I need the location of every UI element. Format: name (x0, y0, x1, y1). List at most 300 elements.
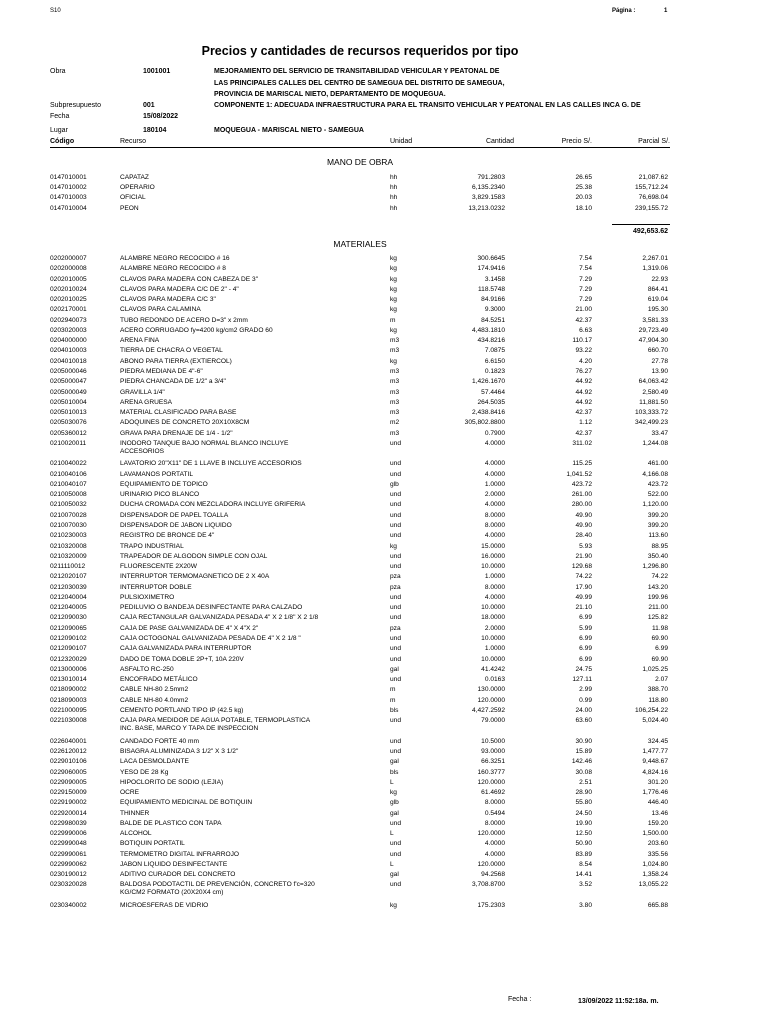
resource-desc: URINARIO PICO BLANCO (120, 491, 200, 499)
resource-price: 49.99 (575, 593, 592, 601)
resource-price: 28.90 (575, 789, 592, 797)
resource-partial: 199.96 (647, 593, 668, 601)
table-row (0, 295, 768, 304)
resource-desc: REGISTRO DE BRONCE DE 4" (120, 532, 215, 540)
table-row (0, 613, 768, 622)
resource-qty: 84.5251 (481, 316, 505, 324)
table-row (0, 798, 768, 807)
table-row (0, 183, 768, 192)
resource-qty: 7.0875 (484, 347, 505, 355)
resource-price: 21.90 (575, 552, 592, 560)
resource-code: 0212030039 (50, 583, 87, 591)
resource-unit: bls (390, 706, 399, 714)
resource-qty: 10.5000 (481, 737, 505, 745)
lugar-desc: MOQUEGUA - MARISCAL NIETO - SAMEGUA (214, 127, 364, 134)
lugar-code: 180104 (143, 127, 167, 134)
resource-unit: kg (390, 902, 397, 909)
table-row (0, 809, 768, 818)
resource-desc: DISPENSADOR DE PAPEL TOALLA (120, 511, 229, 519)
resource-desc: INTERRUPTOR TERMOMAGNETICO DE 2 X 40A (120, 573, 270, 581)
resource-partial: 211.00 (648, 604, 668, 612)
resource-code: 0229150009 (50, 789, 87, 797)
table-row (0, 624, 768, 633)
table-row (0, 305, 768, 314)
resource-unit: pza (390, 583, 401, 591)
resource-price: 2.51 (579, 778, 592, 786)
table-row (0, 377, 768, 386)
table-row (0, 706, 768, 715)
resource-code: 0204010003 (50, 347, 87, 355)
resource-code: 0210070028 (50, 511, 87, 519)
resource-price: 49.90 (575, 511, 592, 519)
resource-desc: TRAPO INDUSTRIAL (120, 542, 184, 550)
resource-partial: 864.41 (647, 285, 668, 293)
resource-code: 0229990061 (50, 850, 87, 858)
resource-desc: ACERO CORRUGADO fy=4200 kg/cm2 GRADO 60 (120, 326, 273, 334)
resource-partial: 33.47 (651, 429, 668, 437)
table-row (0, 839, 768, 848)
resource-unit: und (390, 491, 402, 499)
resource-code: 0205000047 (50, 378, 87, 386)
resource-unit: kg (390, 789, 397, 797)
table-row (0, 552, 768, 561)
resource-unit: und (390, 614, 402, 622)
resource-price: 423.72 (571, 480, 592, 488)
resource-qty: 6,135.2340 (471, 184, 505, 192)
resource-qty: 175.2303 (477, 902, 505, 909)
resource-desc: THINNER (120, 809, 150, 817)
resource-qty: 160.3777 (477, 768, 505, 776)
resource-price: 6.99 (579, 614, 592, 622)
resource-price: 49.90 (575, 522, 592, 530)
table-row (0, 644, 768, 653)
resource-price: 30.90 (575, 737, 592, 745)
resource-qty: 4.0000 (484, 593, 505, 601)
resource-unit: m3 (390, 398, 400, 406)
resource-qty: 66.3251 (481, 758, 505, 766)
resource-qty: 0.0163 (484, 676, 505, 684)
resource-desc: JABON LIQUIDO DESINFECTANTE (120, 860, 228, 868)
resource-unit: kg (390, 306, 397, 314)
resource-desc: HIPOCLORITO DE SODIO (LEJIA) (120, 778, 224, 786)
resource-price: 42.37 (575, 429, 592, 437)
resource-desc: INTERRUPTOR DOBLE (120, 583, 192, 591)
resource-price: 127.11 (572, 676, 592, 684)
resource-qty: 10.0000 (481, 604, 505, 612)
mano-de-obra-total-line (612, 224, 670, 225)
resource-unit: und (390, 676, 402, 684)
resource-qty: 10.0000 (481, 634, 505, 642)
resource-qty: 118.5748 (477, 285, 505, 293)
resource-partial: 4,824.16 (642, 768, 668, 776)
resource-unit: kg (390, 326, 397, 334)
table-row (0, 326, 768, 335)
resource-unit: und (390, 717, 402, 725)
table-row (0, 204, 768, 213)
resource-qty: 1.0000 (484, 480, 505, 488)
header-divider (50, 147, 670, 148)
resource-code: 0229990048 (50, 840, 87, 848)
resource-unit: kg (390, 255, 397, 262)
resource-desc: PIEDRA CHANCADA DE 1/2" a 3/4" (120, 378, 226, 386)
resource-partial: 88.95 (651, 542, 668, 550)
resource-qty: 3,829.1583 (471, 194, 505, 202)
resource-partial: 203.60 (647, 840, 668, 848)
resource-unit: m3 (390, 429, 400, 437)
resource-desc: ASFALTO RC-250 (120, 665, 174, 673)
resource-partial: 64,063.42 (638, 378, 668, 386)
col-header-code: Código (50, 138, 75, 145)
resource-price: 8.54 (579, 860, 592, 868)
resource-unit: und (390, 747, 402, 755)
resource-desc: PIEDRA MEDIANA DE 4"-6" (120, 367, 203, 375)
resource-unit: m (390, 316, 396, 324)
resource-unit: und (390, 470, 402, 478)
obra-desc-2: LAS PRINCIPALES CALLES DEL CENTRO DE SAMEGUA DEL DISTRITO DE SAMEGUA, (214, 80, 505, 87)
resource-code: 0210070030 (50, 522, 87, 530)
table-row (0, 768, 768, 777)
resource-price: 129.68 (571, 563, 592, 571)
resource-partial: 5,024.40 (642, 717, 668, 725)
resource-unit: und (390, 604, 402, 612)
resource-unit: gal (390, 665, 399, 673)
resource-desc: ADITIVO CURADOR DEL CONCRETO (120, 871, 236, 879)
resource-qty: 4.0000 (484, 470, 505, 478)
resource-code: 0202000008 (50, 265, 87, 273)
resource-partial: 21,087.62 (638, 174, 668, 181)
resource-price: 110.17 (572, 337, 592, 345)
resource-qty: 120.0000 (477, 830, 505, 838)
resource-partial: 29,723.49 (638, 326, 668, 334)
resource-code: 0229060005 (50, 768, 87, 776)
resource-price: 14.41 (575, 871, 592, 879)
resource-qty: 79.0000 (481, 717, 505, 725)
resource-unit: pza (390, 624, 401, 632)
resource-code: 0230190012 (50, 871, 87, 879)
resource-unit: gal (390, 809, 399, 817)
resource-qty: 120.0000 (477, 696, 505, 704)
resource-partial: 69.90 (651, 655, 668, 663)
col-header-partial: Parcial S/. (638, 138, 670, 145)
resource-unit: kg (390, 542, 397, 550)
table-row (0, 583, 768, 592)
resource-desc-cont: ACCESORIOS (120, 447, 164, 455)
table-row (0, 737, 768, 746)
resource-desc: DADO DE TOMA DOBLE 2P+T, 10A 220V (120, 655, 244, 663)
resource-price: 4.20 (579, 357, 592, 365)
resource-price: 24.00 (575, 706, 592, 714)
resource-desc: PULSIOXIMETRO (120, 593, 175, 601)
resource-partial: 660.70 (647, 347, 668, 355)
resource-code: 0210020011 (50, 439, 87, 447)
resource-price: 6.63 (579, 326, 592, 334)
resource-partial: 1,776.46 (642, 789, 668, 797)
resource-desc: ABONO PARA TIERRA (EXTIERCOL) (120, 357, 232, 365)
resource-code: 0229990006 (50, 830, 87, 838)
resource-desc: OPERARIO (120, 184, 155, 192)
col-header-resource: Recurso (120, 138, 147, 145)
fecha-value: 15/08/2022 (143, 113, 179, 120)
resource-code: 0205000049 (50, 388, 87, 396)
resource-unit: bls (390, 768, 399, 776)
table-row (0, 511, 768, 520)
resource-price: 50.90 (575, 840, 592, 848)
resource-qty: 1,426.1670 (471, 378, 505, 386)
resource-desc: LAVAMANOS PORTATIL (120, 470, 194, 478)
table-row (0, 336, 768, 345)
resource-unit: und (390, 850, 402, 858)
resource-unit: m (390, 686, 396, 694)
resource-partial: 1,296.80 (642, 563, 668, 571)
resource-partial: 335.56 (647, 850, 668, 858)
resource-qty: 120.0000 (477, 778, 505, 786)
mano-de-obra-total: 492,653.62 (632, 228, 668, 235)
resource-qty: 41.4242 (481, 665, 505, 673)
table-row (0, 357, 768, 366)
resource-desc: PEDILUVIO O BANDEJA DESINFECTANTE PARA CALZADO (120, 604, 303, 612)
resource-unit: m3 (390, 409, 400, 417)
resource-qty: 434.8216 (477, 337, 505, 345)
table-row (0, 316, 768, 325)
resource-partial: 461.00 (647, 460, 668, 468)
resource-qty: 3.1458 (484, 275, 505, 283)
resource-qty: 93.0000 (481, 747, 505, 755)
resource-desc: INODORO TANQUE BAJO NORMAL BLANCO INCLUYE (120, 439, 289, 447)
resource-unit: und (390, 645, 402, 653)
resource-desc: CLAVOS PARA MADERA C/C 3" (120, 296, 216, 304)
resource-price: 42.37 (575, 316, 592, 324)
resource-price: 280.00 (571, 501, 592, 509)
resource-desc: BALDOSA PODOTACTIL DE PREVENCIÓN, CONCRETO f'c=320 (120, 881, 315, 889)
table-row (0, 418, 768, 427)
table-row (0, 264, 768, 273)
resource-partial: 2,580.49 (642, 388, 668, 396)
resource-partial: 2.07 (655, 676, 668, 684)
resource-code: 0147010001 (50, 174, 87, 181)
resource-code: 0210040106 (50, 470, 87, 478)
resource-qty: 2.0000 (484, 491, 505, 499)
resource-code: 0205010013 (50, 409, 87, 417)
resource-code: 0210050008 (50, 491, 87, 499)
resource-partial: 239,155.72 (634, 204, 668, 212)
resource-price: 3.80 (579, 902, 592, 909)
resource-unit: kg (390, 357, 397, 365)
resource-qty: 4.0000 (484, 532, 505, 540)
col-header-qty: Cantidad (485, 138, 514, 145)
table-row (0, 685, 768, 694)
resource-unit: und (390, 634, 402, 642)
table-row (0, 398, 768, 407)
resource-unit: glb (390, 799, 399, 807)
resource-code: 0205000046 (50, 367, 87, 375)
resource-partial: 1,477.77 (642, 747, 668, 755)
resource-qty: 61.4692 (481, 789, 505, 797)
resource-code: 0212090065 (50, 624, 87, 632)
resource-desc: TERMOMETRO DIGITAL INFRARROJO (120, 850, 240, 858)
section-title-materiales: MATERIALES (333, 239, 387, 249)
table-row (0, 367, 768, 376)
resource-partial: 118.80 (648, 696, 668, 704)
resource-price: 7.29 (579, 296, 592, 304)
table-row (0, 716, 768, 733)
resource-desc: CAJA OCTOGONAL GALVANIZADA PESADA DE 4" X 2 1/8 " (120, 634, 301, 642)
table-row (0, 531, 768, 540)
resource-qty: 0.5494 (484, 809, 505, 817)
resource-qty: 10.0000 (481, 563, 505, 571)
resource-partial: 76,698.04 (638, 194, 668, 202)
resource-desc: BALDE DE PLASTICO CON TAPA (120, 819, 222, 827)
resource-code: 0226120012 (50, 747, 87, 755)
resource-unit: m3 (390, 367, 400, 375)
resource-desc: OFICIAL (120, 194, 146, 202)
subpresupuesto-desc: COMPONENTE 1: ADECUADA INFRAESTRUCTURA PARA EL TRANSITO VEHICULAR Y PEATONAL EN LAS CALLES INCA G. DE (214, 102, 641, 109)
table-row (0, 346, 768, 355)
resource-unit: und (390, 881, 402, 889)
resource-partial: 13.90 (651, 367, 668, 375)
resource-qty: 84.9166 (481, 296, 505, 304)
table-row (0, 757, 768, 766)
resource-qty: 16.0000 (481, 552, 505, 560)
table-row (0, 521, 768, 530)
resource-code: 0212020107 (50, 573, 87, 581)
table-row (0, 850, 768, 859)
resource-code: 0229990062 (50, 860, 87, 868)
resource-partial: 6.99 (655, 645, 668, 653)
resource-code: 0230340002 (50, 902, 87, 909)
page-number: 1 (664, 8, 668, 14)
resource-qty: 4.0000 (484, 501, 505, 509)
table-row (0, 500, 768, 509)
resource-price: 142.46 (571, 758, 592, 766)
section-title-mano-de-obra: MANO DE OBRA (326, 157, 394, 167)
resource-code: 0212040004 (50, 593, 87, 601)
table-row (0, 254, 768, 263)
resource-code: 0226040001 (50, 737, 87, 745)
resource-partial: 2,267.01 (642, 255, 668, 262)
resource-partial: 388.70 (647, 686, 668, 694)
resource-desc: CEMENTO PORTLAND TIPO IP (42.5 kg) (120, 706, 244, 714)
table-row (0, 747, 768, 756)
resource-qty: 4.0000 (484, 460, 505, 468)
resource-partial: 1,024.80 (642, 860, 668, 868)
report-title: Precios y cantidades de recursos requeridos por tipo (201, 44, 519, 58)
resource-unit: gal (390, 871, 399, 879)
resource-partial: 13,055.22 (638, 881, 668, 889)
resource-code: 0205010004 (50, 398, 87, 406)
resource-price: 55.80 (575, 799, 592, 807)
resource-code: 0210230003 (50, 532, 87, 540)
resource-price: 7.29 (579, 285, 592, 293)
resource-qty: 3,708.8700 (471, 881, 505, 889)
resource-partial: 125.82 (647, 614, 668, 622)
resource-code: 0218090003 (50, 696, 87, 704)
table-row (0, 819, 768, 828)
resource-code: 0210040107 (50, 480, 87, 488)
resource-unit: m3 (390, 388, 400, 396)
resource-code: 0147010003 (50, 194, 87, 202)
obra-desc-3: PROVINCIA DE MARISCAL NIETO, DEPARTAMENTO DE MOQUEGUA. (214, 91, 446, 98)
resource-qty: 8.0000 (484, 583, 505, 591)
subpresupuesto-label: Subpresupuesto (50, 102, 101, 109)
resource-price: 311.02 (572, 439, 592, 447)
resource-partial: 9,448.67 (642, 758, 668, 766)
resource-code: 0210040022 (50, 460, 87, 468)
resource-qty: 4.0000 (484, 850, 505, 858)
resource-price: 26.65 (575, 174, 592, 181)
resource-unit: m (390, 696, 396, 704)
resource-qty: 8.0000 (484, 799, 505, 807)
resource-qty: 2,438.8416 (471, 409, 505, 417)
resource-price: 17.90 (575, 583, 592, 591)
resource-partial: 446.40 (647, 799, 668, 807)
resource-price: 6.99 (579, 645, 592, 653)
resource-desc: BOTIQUIN PORTATIL (120, 840, 185, 848)
resource-partial: 324.45 (647, 737, 668, 745)
resource-partial: 106,254.22 (634, 706, 668, 714)
resource-unit: hh (390, 174, 398, 181)
resource-unit: und (390, 552, 402, 560)
resource-partial: 1,358.24 (642, 871, 668, 879)
table-row (0, 901, 768, 910)
table-row (0, 285, 768, 294)
table-row (0, 829, 768, 838)
table-row (0, 542, 768, 551)
resource-desc: ADOQUINES DE CONCRETO 20X10X8CM (120, 419, 250, 427)
resource-price: 76.27 (575, 367, 592, 375)
table-row (0, 788, 768, 797)
resource-partial: 4,166.08 (642, 470, 668, 478)
resource-partial: 113.60 (648, 532, 668, 540)
resource-code: 0213000006 (50, 665, 87, 673)
col-header-unit: Unidad (390, 138, 413, 145)
resource-price: 261.00 (571, 491, 592, 499)
report-code: S10 (50, 8, 61, 14)
table-row (0, 173, 768, 182)
resource-partial: 399.20 (647, 511, 668, 519)
resource-code: 0147010004 (50, 204, 87, 212)
table-row (0, 193, 768, 202)
resource-price: 7.29 (579, 275, 592, 283)
resource-price: 1.12 (579, 419, 592, 427)
resource-partial: 155,712.24 (634, 184, 668, 192)
resource-code: 0229010106 (50, 758, 87, 766)
resource-desc: TIERRA DE CHACRA O VEGETAL (120, 347, 223, 355)
resource-price: 44.92 (575, 378, 592, 386)
subpresupuesto-code: 001 (143, 102, 155, 109)
resource-desc: CLAVOS PARA MADERA C/C DE 2" - 4" (120, 285, 239, 293)
resource-qty: 174.9416 (477, 265, 505, 273)
resource-qty: 0.7900 (484, 429, 505, 437)
table-row (0, 665, 768, 674)
table-row (0, 480, 768, 489)
resource-desc: GRAVA PARA DRENAJE DE 1/4 - 1/2" (120, 429, 233, 437)
resource-unit: und (390, 532, 402, 540)
resource-unit: und (390, 522, 402, 530)
resource-price: 6.99 (579, 655, 592, 663)
resource-unit: m2 (390, 419, 400, 427)
resource-price: 12.50 (575, 830, 592, 838)
resource-qty: 120.0000 (477, 860, 505, 868)
resource-partial: 522.00 (647, 491, 668, 499)
resource-code: 0204010018 (50, 357, 87, 365)
table-row (0, 459, 768, 468)
resource-desc: ENCOFRADO METÁLICO (120, 676, 198, 684)
resource-price: 7.54 (579, 265, 592, 273)
resource-partial: 11.98 (651, 624, 668, 632)
resource-unit: hh (390, 204, 398, 212)
table-row (0, 562, 768, 571)
resource-qty: 18.0000 (481, 614, 505, 622)
